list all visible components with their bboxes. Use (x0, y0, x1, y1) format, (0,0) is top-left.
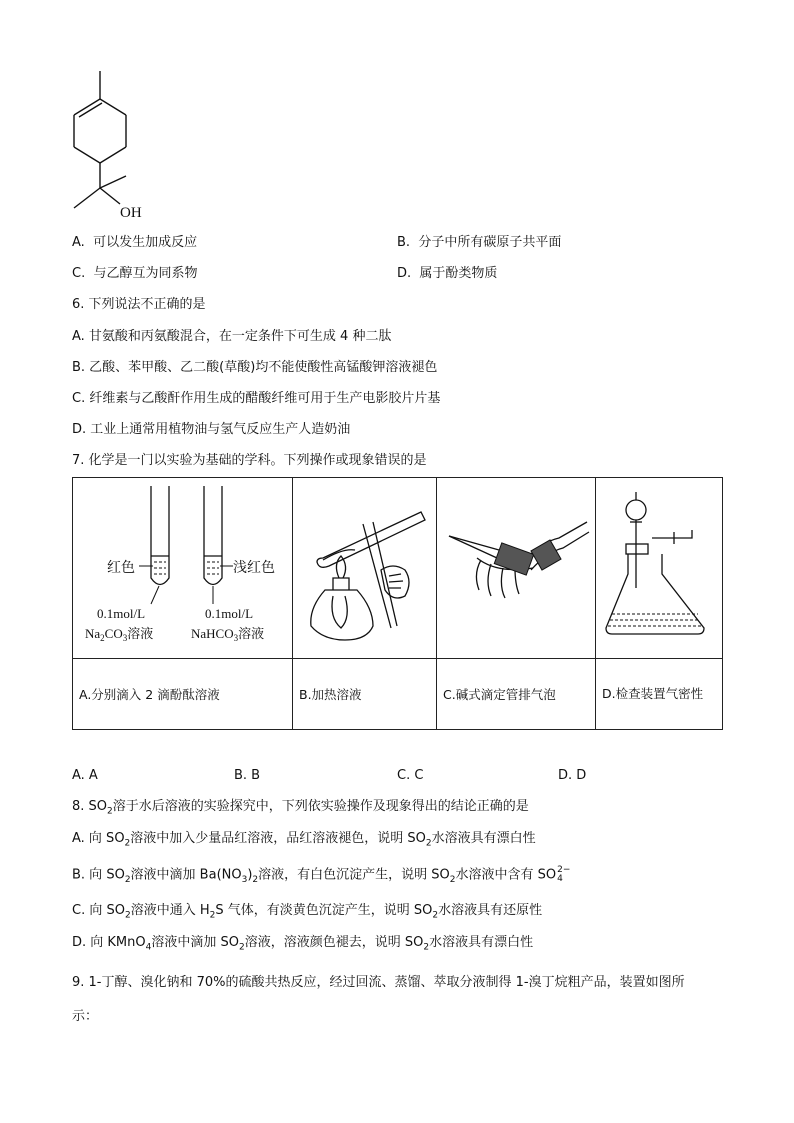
q8-option-c[interactable]: C. 向 $SO_2$溶液中通入 $H_2S$ 气体，有淡黄色沉淀产生，说明 $SO_2$水溶液具有还原性 (72, 903, 543, 921)
q8-option-a[interactable]: A. 向 $SO_2$溶液中加入少量品红溶液，品红溶液褪色，说明 $SO_2$水溶液具有漂白性 (72, 831, 536, 849)
caption-d: D.检查装置气密性 (596, 659, 723, 730)
q5-option-c[interactable]: C. 与乙醇互为同系物 (72, 266, 198, 281)
q5-option-a[interactable]: A. 可以发生加成反应 (72, 235, 198, 250)
q8-option-b[interactable]: B. 向 $SO_2$溶液中滴加 $Ba(NO_3)_2$溶液，有白色沉淀产生，说明 $SO_2$水溶液中含有 SO 2− 4 (72, 865, 571, 886)
q6-option-a[interactable]: A. 甘氨酸和丙氨酸混合，在一定条件下可生成 4 种二肽 (72, 329, 392, 344)
figure-a-cell (73, 478, 293, 659)
left-concentration: 0.1mol/L (97, 606, 146, 621)
q9-stem-line2: 示： (72, 1009, 99, 1024)
right-color-label: 浅红色 (233, 560, 275, 576)
test-tubes-figure (73, 478, 292, 654)
q7-answer-d[interactable]: D. D (558, 768, 587, 783)
q7-stem: 7. 化学是一门以实验为基础的学科。下列操作或现象错误的是 (72, 453, 427, 468)
caption-c: C.碱式滴定管排气泡 (437, 659, 596, 730)
caption-a: A.分别滴入 2 滴酚酞溶液 (73, 659, 293, 730)
caption-b: B.加热溶液 (293, 659, 437, 730)
burette-figure (437, 478, 595, 654)
molecule-structure (60, 66, 180, 226)
q7-answer-c[interactable]: C. C (397, 768, 424, 783)
flask-figure (596, 478, 722, 654)
left-color-label: 红色 (107, 560, 135, 576)
left-solution-label: $Na_2CO_3$溶液 (85, 626, 154, 643)
heating-figure (293, 478, 436, 654)
q5-option-b[interactable]: B. 分子中所有碳原子共平面 (397, 235, 562, 250)
q9-stem-line1: 9. 1-丁醇、溴化钠和 70%的硫酸共热反应，经过回流、蒸馏、萃取分液制得 1-溴丁烷粗产品，装置如图所 (72, 975, 685, 990)
figure-b-cell (293, 478, 437, 659)
q6-stem: 6. 下列说法不正确的是 (72, 297, 206, 312)
q7-experiment-table (72, 477, 723, 730)
q7-answer-b[interactable]: B. B (234, 768, 261, 783)
right-solution-label: NaHCO$_3$溶液 (191, 626, 265, 643)
figure-d-cell (596, 478, 723, 659)
right-concentration: 0.1mol/L (205, 606, 254, 621)
q7-answer-a[interactable]: A. A (72, 768, 98, 783)
q5-option-d[interactable]: D. 属于酚类物质 (397, 266, 498, 281)
q6-option-c[interactable]: C. 纤维素与乙酸酐作用生成的醋酸纤维可用于生产电影胶片片基 (72, 391, 441, 406)
q8-stem: 8. $SO_2$溶于水后溶液的实验探究中，下列依实验操作及现象得出的结论正确的是 (72, 799, 529, 817)
figure-c-cell (437, 478, 596, 659)
q6-option-d[interactable]: D. 工业上通常用植物油与氢气反应生产人造奶油 (72, 422, 351, 437)
q8-option-d[interactable]: D. 向 KMnO$_4$溶液中滴加 $SO_2$溶液，溶液颜色褪去，说明 $SO_2$水溶液具有漂白性 (72, 935, 534, 953)
q6-option-b[interactable]: B. 乙酸、苯甲酸、乙二酸(草酸)均不能使酸性高锰酸钾溶液褪色 (72, 360, 438, 375)
oh-label: OH (120, 205, 142, 221)
